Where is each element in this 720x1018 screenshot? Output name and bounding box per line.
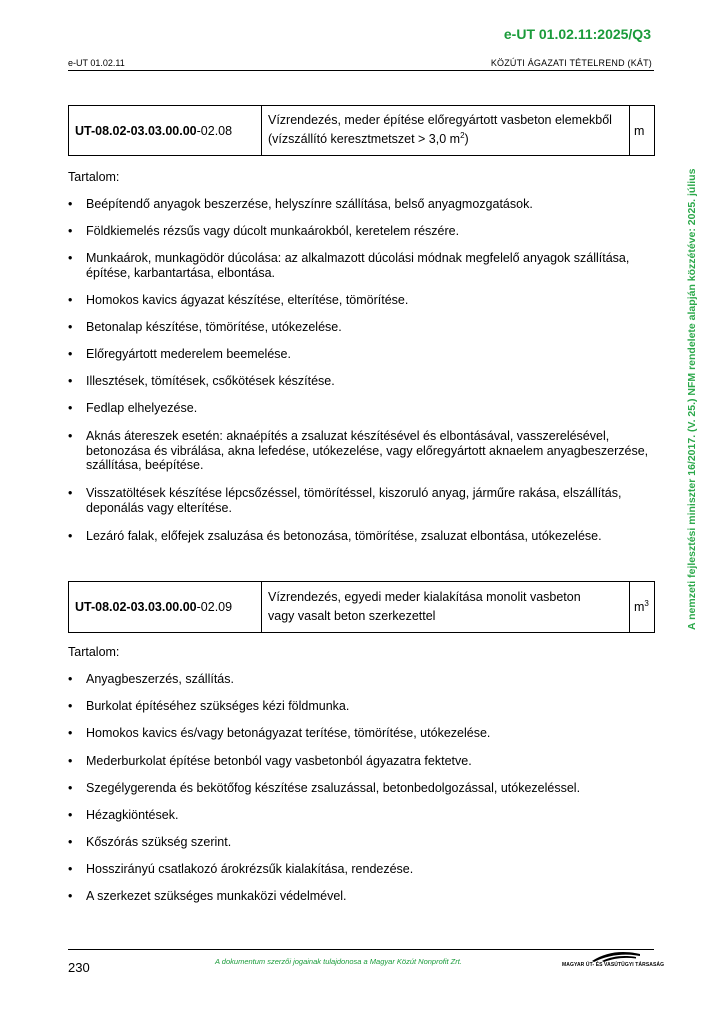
list-item: • Anyagbeszerzés, szállítás. <box>68 672 234 687</box>
list-item: • Kőszórás szükség szerint. <box>68 835 231 850</box>
list-item: • Szegélygerenda és bekötőfog készítése zsaluzással, betonbedolgozással, utókezeléssel. <box>68 781 580 796</box>
list-item: • Homokos kavics és/vagy betonágyazat terítése, tömörítése, utókezelése. <box>68 726 490 741</box>
header-left: e-UT 01.02.11 <box>68 58 125 68</box>
list-item: • Földkiemelés rézsűs vagy dúcolt munkaárokból, keretelem részére. <box>68 224 459 239</box>
item-code-2: UT-08.02-03.03.00.00-02.09 <box>69 582 262 633</box>
item-unit-1: m <box>630 106 655 156</box>
item-code-1: UT-08.02-03.03.00.00-02.08 <box>69 106 262 156</box>
list-item: • Mederburkolat építése betonból vagy vasbetonból ágyazatra fektetve. <box>68 754 472 769</box>
item-table-2 <box>68 581 655 633</box>
list-item: • Munkaárok, munkagödör dúcolása: az alkalmazott dúcolási módnak megfelelő anyagok szállítása, építése, karbantartása, elbontása. <box>68 251 658 280</box>
list-item: • Lezáró falak, előfejek zsaluzása és betonozása, tömörítése, zsaluzat elbontása, utókezelése. <box>68 529 602 544</box>
side-publication-note: A nemzeti fejlesztési miniszter 16/2017. (V. 25.) NFM rendelete alapján közzétéve: 2025. július <box>686 168 698 630</box>
list-item: • Hosszirányú csatlakozó árokrézsűk kialakítása, rendezése. <box>68 862 413 877</box>
list-item: • Homokos kavics ágyazat készítése, elterítése, tömörítése. <box>68 293 408 308</box>
list-item: • Fedlap elhelyezése. <box>68 401 197 416</box>
list-item: • Beépítendő anyagok beszerzése, helyszínre szállítása, belső anyagmozgatások. <box>68 197 533 212</box>
list-item: • A szerkezet szükséges munkaközi védelmével. <box>68 889 347 904</box>
list-item: • Előregyártott mederelem beemelése. <box>68 347 291 362</box>
list-item: • Illesztések, tömítések, csőkötések készítése. <box>68 374 335 389</box>
list-item: • Visszatöltések készítése lépcsőzéssel, tömörítéssel, kiszoruló anyag, járműre rakása, elszállítás, deponálás vagy elterítése. <box>68 486 658 515</box>
road-rail-society-logo-icon <box>562 948 658 972</box>
item-description-2: Vízrendezés, egyedi meder kialakítása monolit vasbeton vagy vasalt beton szerkezettel <box>262 582 630 633</box>
header-right: KÖZÚTI ÁGAZATI TÉTELREND (KÁT) <box>490 58 652 68</box>
content-label-1: Tartalom: <box>68 170 120 184</box>
content-label-2: Tartalom: <box>68 645 120 659</box>
page-number: 230 <box>68 960 90 975</box>
copyright-note: A dokumentum szerzői jogainak tulajdonosa a Magyar Közút Nonprofit Zrt. <box>215 957 462 966</box>
document-code: e-UT 01.02.11:2025/Q3 <box>503 26 651 42</box>
item-unit-2: $m^3$ <box>630 582 655 633</box>
list-item: • Burkolat építéséhez szükséges kézi földmunka. <box>68 699 349 714</box>
list-item: • Aknás átereszek esetén: aknaépítés a zsaluzat készítésével és elbontásával, vasszerelésével, betonozása és vibrálása, akna lefedése, utókezelése, vagy előregyártott aknaelem anyagbeszerzése, szállítása, beépítése. <box>68 429 658 473</box>
logo-text: MAGYAR ÚT- ÉS VASÚTÜGYI TÁRSASÁG <box>562 962 665 968</box>
item-description-1: Vízrendezés, meder építése előregyártott vasbeton elemekből (vízszállító keresztmetszet > 3,0 $m^2$) <box>262 106 630 156</box>
list-item: • Hézagkiöntések. <box>68 808 178 823</box>
item-table-1 <box>68 105 655 156</box>
header-divider <box>68 70 654 71</box>
list-item: • Betonalap készítése, tömörítése, utókezelése. <box>68 320 342 335</box>
